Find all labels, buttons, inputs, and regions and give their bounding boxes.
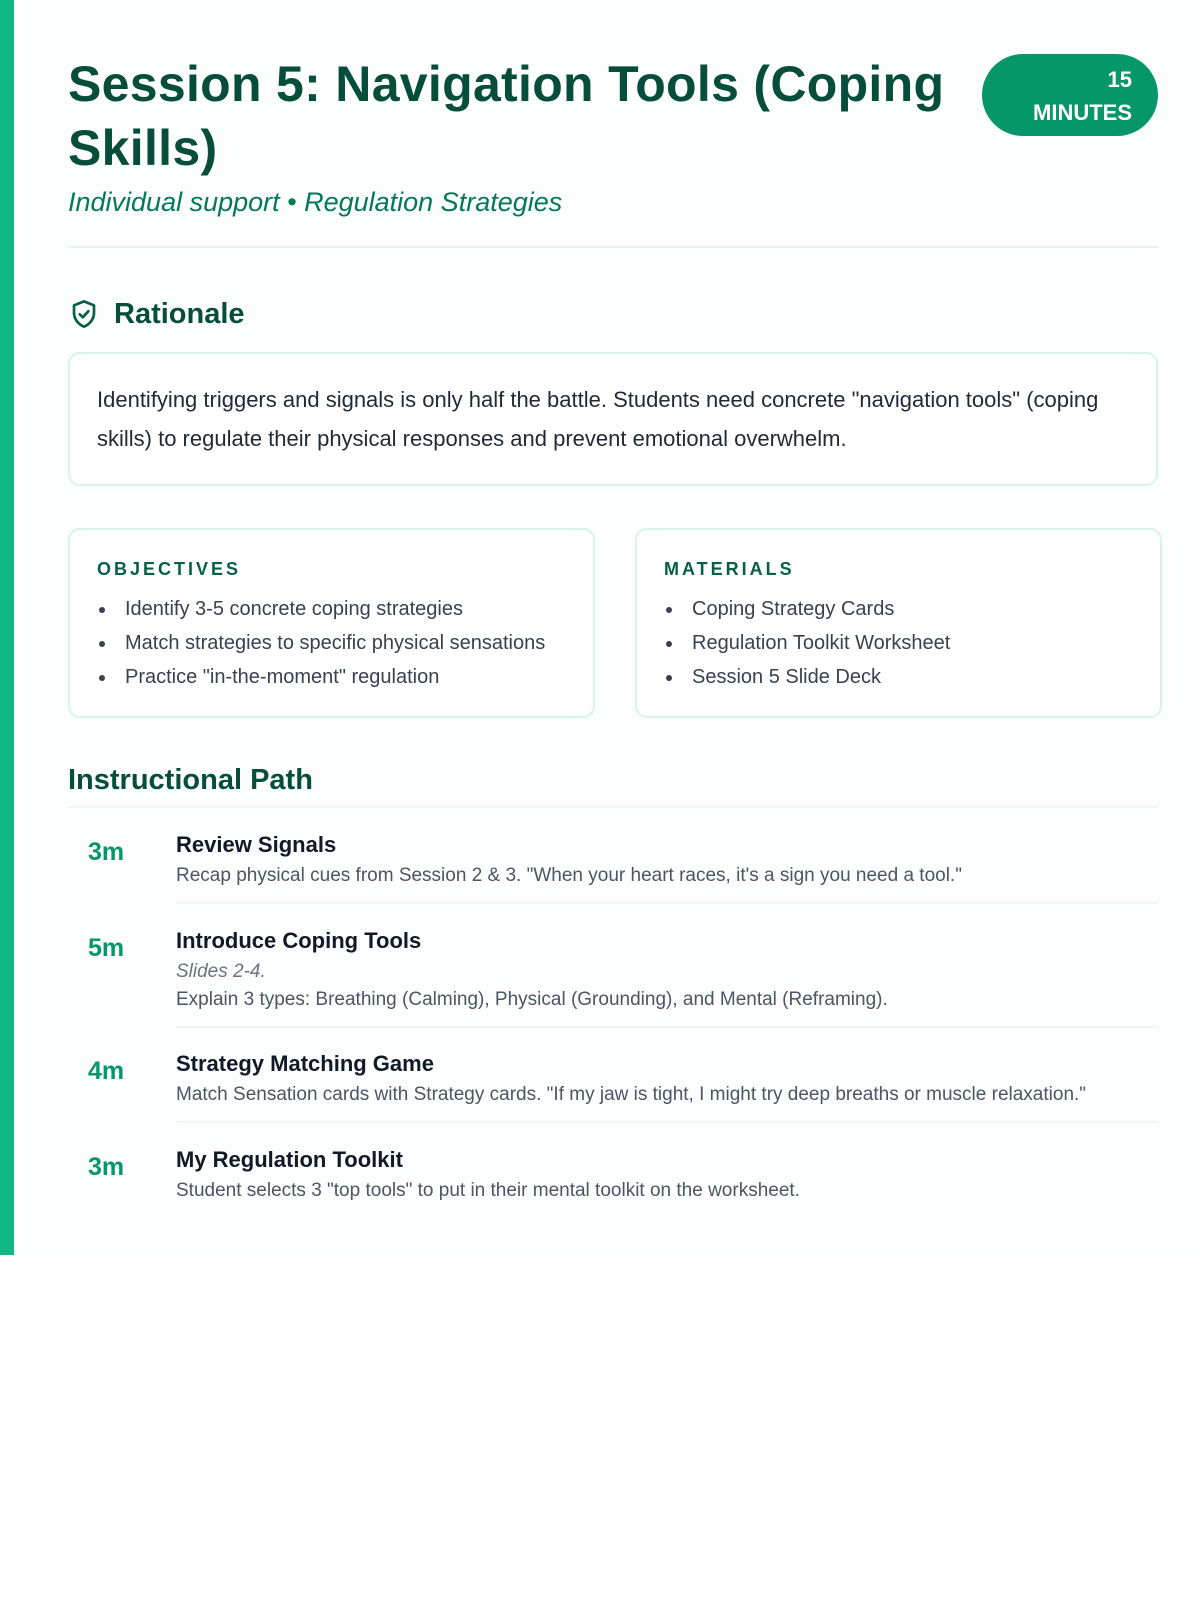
rationale-card	[68, 352, 1158, 486]
rationale-heading-text: Rationale	[114, 297, 245, 330]
materials-card	[635, 528, 1162, 718]
step-body	[176, 1049, 1158, 1123]
step-body	[176, 1145, 1158, 1219]
path-step	[68, 926, 1158, 1048]
material-item: Coping Strategy Cards	[664, 592, 1133, 626]
step-description: Recap physical cues from Session 2 & 3. "When your heart races, it's a sign you need a tool."	[176, 865, 962, 886]
duration-value: 15	[1107, 67, 1132, 92]
objectives-list	[97, 592, 566, 694]
step-title: Strategy Matching Game	[176, 1051, 434, 1076]
step-duration: 3m	[88, 838, 125, 866]
step-title: Review Signals	[176, 832, 337, 857]
step-note: Slides 2-4.	[176, 961, 266, 982]
step-duration: 5m	[88, 934, 125, 962]
step-description: Explain 3 types: Breathing (Calming), Physical (Grounding), and Mental (Reframing).	[176, 989, 888, 1010]
step-description: Student selects 3 "top tools" to put in their mental toolkit on the worksheet.	[176, 1180, 800, 1201]
step-body	[176, 830, 1158, 904]
step-description: Match Sensation cards with Strategy cards. "If my jaw is tight, I might try deep breaths or muscle relaxation."	[176, 1084, 1087, 1105]
path-step	[68, 1049, 1158, 1143]
objective-item: Match strategies to specific physical sensations	[97, 626, 566, 660]
rationale-text: Identifying triggers and signals is only half the battle. Students need concrete "navigation tools" (coping skills) to regulate their physical responses and prevent emotional overwhelm.	[97, 387, 1099, 451]
material-item: Regulation Toolkit Worksheet	[664, 626, 1133, 660]
material-item: Session 5 Slide Deck	[664, 660, 1133, 694]
materials-label: MATERIALS	[664, 559, 795, 579]
step-title: Introduce Coping Tools	[176, 928, 422, 953]
rationale-heading	[68, 296, 245, 332]
step-duration: 4m	[88, 1057, 125, 1085]
page-subtitle: Individual support • Regulation Strategies	[68, 187, 563, 217]
objective-item: Identify 3-5 concrete coping strategies	[97, 592, 566, 626]
duration-unit: MINUTES	[1033, 100, 1132, 125]
step-duration: 3m	[88, 1153, 125, 1181]
objectives-label: OBJECTIVES	[97, 559, 242, 579]
step-title: My Regulation Toolkit	[176, 1147, 403, 1172]
instructional-path-heading: Instructional Path	[68, 762, 1158, 808]
path-step	[68, 1145, 1158, 1225]
duration-badge	[982, 54, 1158, 136]
page-title: Session 5: Navigation Tools (Coping Skills)	[68, 56, 945, 176]
objectives-card	[68, 528, 595, 718]
materials-list	[664, 592, 1133, 694]
step-body	[176, 926, 1158, 1028]
session-header	[68, 52, 1158, 248]
objective-item: Practice "in-the-moment" regulation	[97, 660, 566, 694]
path-step	[68, 830, 1158, 924]
shield-check-icon	[68, 298, 100, 330]
accent-bar	[0, 0, 14, 1255]
